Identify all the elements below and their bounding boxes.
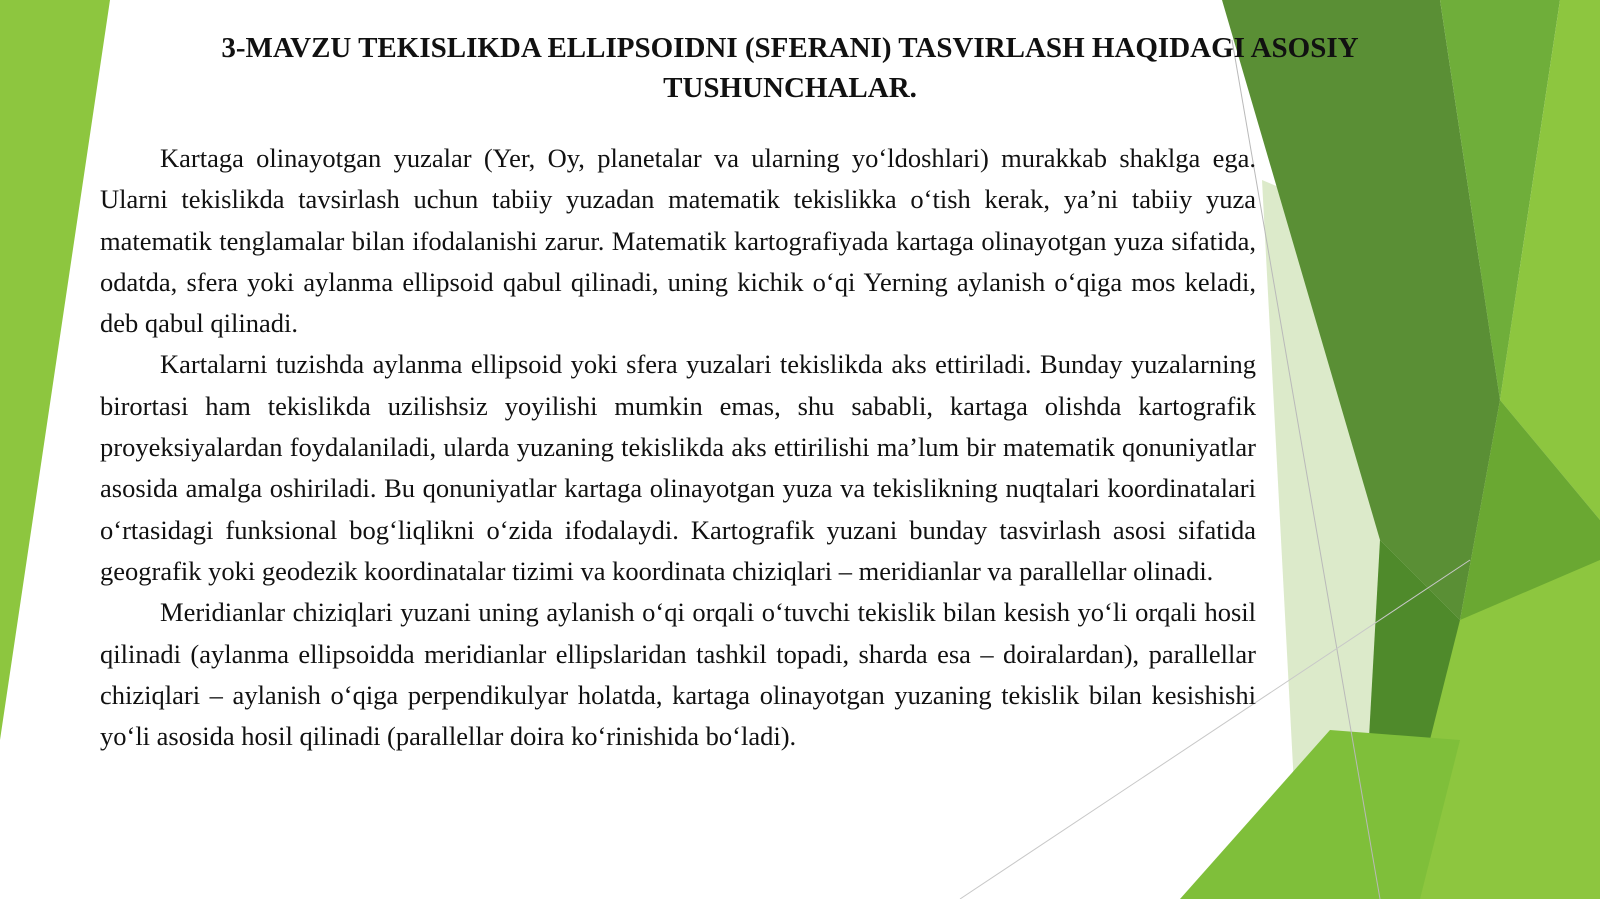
left-green-triangle <box>0 0 110 740</box>
paragraph-2: Kartalarni tuzishda aylanma ellipsoid yoki sfera yuzalari tekislikda aks ettiriladi. Bunday yuzalarning birortasi ham tekislikda uzilishsiz yoyilishi mumkin emas, shu sababli, kartaga olishda kartografik proyeksiyalardan foydalaniladi, ularda yuzaning tekislikda aks ettirilishi ma’lum bir matematik qonuniyatlar asosida amalga oshiriladi. Bu qonuniyatlar kartaga olinayotgan yuza va tekislikning nuqtalari koordinatalari o‘rtasidagi funksional bog‘liqlikni o‘zida ifodalaydi. Kartografik yuzani bunday tasvirlash asosi sifatida geografik yoki geodezik koordinatalar tizimi va koordinata chiziqlari – meridianlar va parallellar olinadi. <box>100 349 1256 586</box>
paragraph-1: Kartaga olinayotgan yuzalar (Yer, Oy, planetalar va ularning yo‘ldoshlari) murakkab shaklga ega. Ularni tekislikda tavsirlash uchun tabiiy yuzadan matematik tekislikka o‘tish kerak, ya’ni tabiiy yuza matematik tenglamalar bilan ifodalanishi zarur. Matematik kartografiyada kartaga olinayotgan yuza sifatida, odatda, sfera yoki aylanma ellipsoid qabul qilinadi, uning kichik o‘qi Yerning aylanish o‘qiga mos keladi, deb qabul qilinadi. <box>100 143 1256 339</box>
paragraph-3: Meridianlar chiziqlari yuzani uning aylanish o‘qi orqali o‘tuvchi tekislik bilan kesish yo‘li orqali hosil qilinadi (aylanma ellipsoidda meridianlar ellipslaridan tashkil topadi, sharda esa – doiralardan), parallellar chiziqlari – aylanish o‘qiga perpendikulyar holatda, kartaga olinayotgan yuzaning tekislik bilan kesishishi yo‘li asosida hosil qilinadi (parallellar doira ko‘rinishida bo‘ladi). <box>100 597 1256 752</box>
slide-title: 3-MAVZU TEKISLIKDA ELLIPSOIDNI (SFERANI) TASVIRLASH HAQIDAGI ASOSIY TUSHUNCHALAR. <box>221 32 1359 104</box>
slide-body <box>100 138 1256 757</box>
